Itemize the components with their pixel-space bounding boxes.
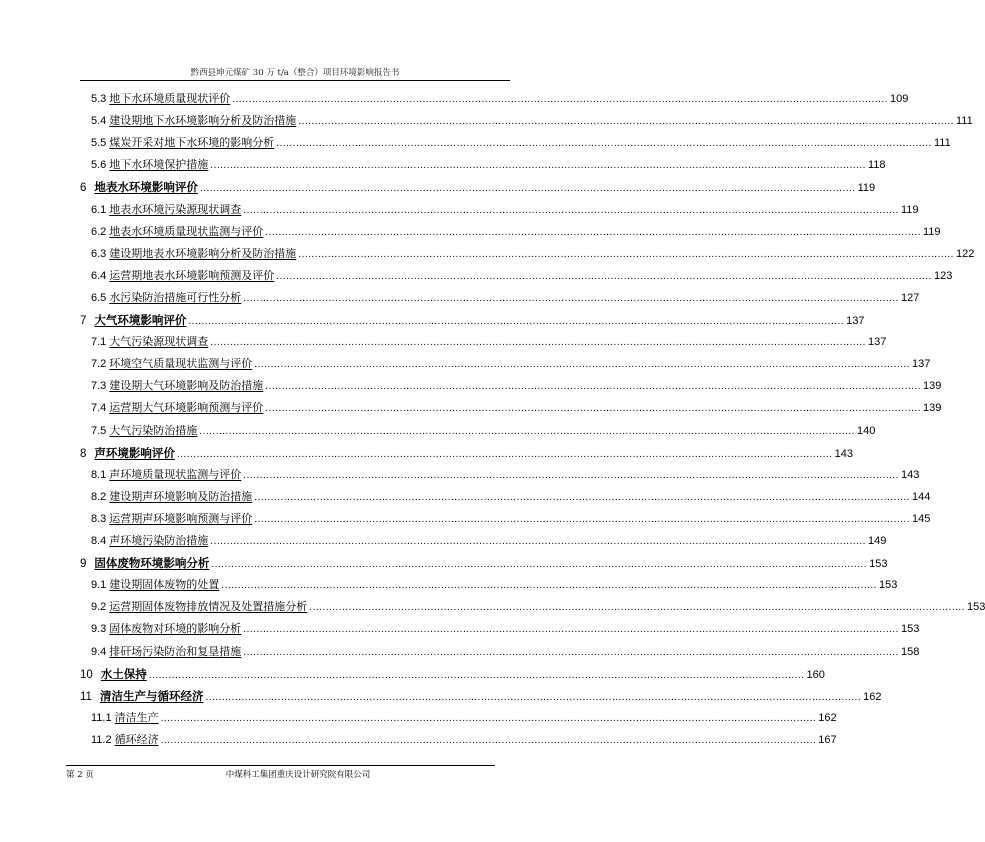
toc-entry[interactable] [80, 178, 876, 196]
toc-entry-page: 119 [900, 203, 919, 216]
toc-entry-number: 5.5 [91, 137, 107, 150]
toc-entry[interactable] [91, 731, 837, 749]
toc-entry-number: 11 [80, 690, 92, 703]
toc-entry-number: 7.2 [91, 358, 107, 371]
toc-entry-number: 5.3 [91, 93, 107, 105]
toc-leader-dots: ........................................................................................................................................................................................................ [276, 138, 932, 150]
footer-page-number: 第 2 页 [66, 770, 94, 780]
toc-entry-number: 8.2 [91, 490, 107, 503]
toc-entry-page: 119 [857, 182, 876, 195]
toc-entry-number: 7.4 [91, 402, 107, 415]
toc-entry-title: 水污染防治措施可行性分析 [109, 290, 242, 304]
toc-entry[interactable] [91, 333, 887, 351]
toc-entry-page: 144 [911, 490, 931, 503]
toc-leader-dots: ........................................................................................................................................................................................................ [276, 270, 932, 282]
toc-entry[interactable] [91, 289, 920, 307]
footer-rule [66, 765, 495, 766]
toc-entry-page: 111 [955, 115, 973, 128]
toc-leader-dots: ........................................................................................................................................................................................................ [210, 160, 866, 172]
toc-entry-page: 162 [818, 711, 837, 724]
toc-leader-dots: ........................................................................................................................................................................................................ [243, 469, 899, 481]
toc-entry-title: 声环境影响评价 [94, 445, 175, 460]
toc-entry-title: 建设期地表水环境影响分析及防治措施 [109, 246, 297, 260]
toc-leader-dots: ........................................................................................................................................................................................................ [254, 513, 910, 525]
toc-entry-title: 循环经济 [114, 732, 159, 746]
toc-entry-title: 运营期声环境影响预测与评价 [109, 511, 253, 525]
toc-entry-page: 160 [806, 668, 825, 681]
toc-entry-title: 声环境质量现状监测与评价 [109, 467, 242, 481]
toc-entry-number: 6.4 [91, 269, 107, 282]
toc-entry[interactable] [91, 399, 942, 417]
toc-entry-number: 10 [80, 668, 93, 681]
toc-entry-page: 153 [869, 558, 888, 571]
toc-entry-title: 大气污染防治措施 [109, 423, 198, 437]
toc-leader-dots: ........................................................................................................................................................................................................ [309, 602, 965, 614]
toc-entry-title: 固体废物环境影响分析 [94, 556, 210, 571]
toc-entry-title: 固体废物对环境的影响分析 [109, 622, 242, 636]
toc-entry-page: 127 [900, 291, 920, 304]
toc-entry-title: 清洁生产与循环经济 [99, 688, 204, 703]
toc-entry-page: 111 [933, 137, 951, 150]
toc-leader-dots: ........................................................................................................................................................................................................ [254, 491, 910, 503]
toc-entry-title: 建设期声环境影响及防治措施 [109, 489, 253, 503]
toc-entry-number: 7.1 [91, 336, 107, 349]
toc-entry-page: 119 [922, 225, 941, 238]
toc-entry-title: 地表水环境质量现状监测与评价 [109, 224, 264, 238]
toc-leader-dots: ........................................................................................................................................................................................................ [232, 94, 888, 105]
toc-entry-number: 5.4 [91, 115, 107, 128]
toc-entry-number: 7.5 [91, 424, 107, 437]
toc-leader-dots: ........................................................................................................................................................................................................ [160, 712, 817, 724]
toc-leader-dots: ........................................................................................................................................................................................................ [211, 559, 868, 571]
toc-entry-page: 140 [856, 424, 876, 437]
toc-entry-title: 大气环境影响评价 [94, 313, 187, 327]
toc-leader-dots: ........................................................................................................................................................................................................ [199, 183, 856, 195]
toc-entry-page: 158 [900, 645, 920, 658]
toc-entry-page: 143 [834, 447, 853, 460]
toc-entry[interactable] [91, 355, 931, 373]
toc-entry-page: 149 [867, 535, 887, 547]
toc-entry-page: 109 [889, 93, 909, 105]
toc-entry-title: 建设期大气环境影响及防治措施 [109, 379, 264, 393]
toc-entry-page: 118 [867, 159, 886, 172]
toc-entry[interactable] [80, 687, 882, 705]
toc-entry-title: 地表水环境影响评价 [94, 180, 198, 195]
toc-entry-title: 排矸场污染防治和复垦措施 [109, 644, 242, 658]
header-rule [80, 80, 510, 81]
toc-entry-page: 137 [846, 315, 865, 327]
toc-entry[interactable] [91, 466, 920, 484]
toc-entry-page: 137 [911, 358, 931, 371]
toc-leader-dots: ........................................................................................................................................................................................................ [188, 316, 845, 327]
toc-entry-title: 地下水环境保护措施 [109, 158, 209, 172]
toc-entry[interactable] [91, 643, 920, 661]
toc-entry[interactable] [91, 90, 909, 108]
toc-leader-dots: ........................................................................................................................................................................................................ [221, 580, 877, 592]
toc-entry-number: 6.5 [91, 291, 107, 304]
toc-entry[interactable] [91, 532, 887, 550]
toc-entry[interactable] [91, 245, 975, 263]
toc-entry[interactable] [91, 709, 837, 727]
toc-entry-number: 7 [80, 315, 87, 327]
toc-leader-dots: ........................................................................................................................................................................................................ [298, 248, 954, 260]
running-header: 黔西县坤元煤矿 30 万 t/a（整合）项目环境影响报告书 [190, 68, 400, 78]
toc-entry-number: 6.3 [91, 247, 107, 260]
toc-leader-dots: ........................................................................................................................................................................................................ [205, 691, 862, 703]
footer-company: 中煤科工集团重庆设计研究院有限公司 [225, 770, 371, 780]
toc-entry-number: 9 [80, 558, 87, 571]
toc-entry-page: 143 [900, 468, 920, 481]
toc-entry-number: 8.1 [91, 468, 107, 481]
toc-leader-dots: ........................................................................................................................................................................................................ [298, 116, 954, 128]
toc-entry[interactable] [91, 112, 973, 130]
toc-entry-title: 运营期大气环境影响预测与评价 [109, 401, 264, 415]
toc-entry-page: 153 [878, 579, 898, 592]
toc-entry[interactable] [91, 223, 941, 241]
toc-entry[interactable] [91, 488, 931, 506]
toc-entry-title: 建设期地下水环境影响分析及防治措施 [109, 114, 297, 128]
toc-entry-number: 8.3 [91, 512, 107, 525]
toc-entry-page: 145 [911, 512, 931, 525]
toc-leader-dots: ........................................................................................................................................................................................................ [210, 536, 866, 547]
toc-entry-title: 运营期地表水环境影响预测及评价 [109, 268, 275, 282]
toc-entry-number: 11.2 [91, 733, 112, 746]
toc-leader-dots: ........................................................................................................................................................................................................ [243, 204, 899, 216]
toc-leader-dots: ........................................................................................................................................................................................................ [160, 734, 817, 746]
toc-entry-title: 水土保持 [100, 666, 147, 681]
toc-entry[interactable] [91, 156, 886, 174]
toc-leader-dots: ........................................................................................................................................................................................................ [265, 226, 921, 238]
toc-entry[interactable] [91, 576, 898, 594]
toc-leader-dots: ........................................................................................................................................................................................................ [265, 381, 921, 393]
toc-entry-page: 139 [922, 402, 942, 415]
toc-entry-number: 6.2 [91, 225, 107, 238]
toc-leader-dots: ........................................................................................................................................................................................................ [210, 337, 866, 349]
toc-entry[interactable] [80, 554, 888, 572]
toc-entry-number: 9.3 [91, 623, 107, 636]
toc-leader-dots: ........................................................................................................................................................................................................ [254, 359, 910, 371]
toc-leader-dots: ........................................................................................................................................................................................................ [243, 624, 899, 636]
toc-entry[interactable] [91, 201, 919, 219]
toc-entry-page: 153 [966, 601, 985, 614]
toc-entry-page: 137 [867, 336, 887, 349]
toc-leader-dots: ........................................................................................................................................................................................................ [243, 292, 899, 304]
toc-entry-title: 清洁生产 [114, 710, 159, 724]
toc-entry-title: 环境空气质量现状监测与评价 [109, 357, 253, 371]
toc-entry-title: 建设期固体废物的处置 [109, 578, 220, 592]
toc-leader-dots: ........................................................................................................................................................................................................ [176, 448, 833, 460]
toc-entry[interactable] [80, 311, 865, 329]
toc-entry-number: 5.6 [91, 159, 107, 172]
toc-entry-title: 地表水环境污染源现状调查 [109, 202, 242, 216]
toc-entry-number: 6.1 [91, 203, 107, 216]
toc-entry-page: 122 [955, 247, 975, 260]
toc-entry[interactable] [91, 377, 942, 395]
toc-entry[interactable] [91, 267, 953, 285]
toc-leader-dots: ........................................................................................................................................................................................................ [199, 425, 855, 437]
toc-entry-number: 8 [80, 447, 87, 460]
toc-entry-page: 162 [863, 690, 882, 703]
toc-entry-title: 地下水环境质量现状评价 [109, 92, 231, 105]
toc-entry-title: 声环境污染防治措施 [109, 534, 209, 547]
toc-entry[interactable] [91, 598, 985, 616]
toc-entry-number: 9.1 [91, 579, 107, 592]
toc-entry-page: 139 [922, 380, 942, 393]
toc-entry-number: 11.1 [91, 711, 112, 724]
toc-entry[interactable] [91, 510, 931, 528]
toc-entry-number: 8.4 [91, 535, 107, 547]
toc-entry-number: 7.3 [91, 380, 107, 393]
toc-entry[interactable] [80, 444, 853, 462]
toc-entry-page: 167 [818, 733, 837, 746]
toc-leader-dots: ........................................................................................................................................................................................................ [265, 403, 921, 415]
toc-entry-page: 153 [900, 623, 920, 636]
toc-entry-title: 运营期固体废物排放情况及处置措施分析 [109, 600, 308, 614]
toc-entry-title: 大气污染源现状调查 [109, 335, 209, 349]
toc-leader-dots: ........................................................................................................................................................................................................ [243, 646, 899, 658]
toc-leader-dots: ........................................................................................................................................................................................................ [148, 669, 805, 681]
toc-entry[interactable] [91, 422, 876, 440]
toc-entry-number: 6 [80, 182, 87, 195]
toc-entry-title: 煤炭开采对地下水环境的影响分析 [109, 136, 275, 150]
toc-entry-page: 123 [933, 269, 953, 282]
toc-entry-number: 9.2 [91, 601, 107, 614]
toc-entry-number: 9.4 [91, 645, 107, 658]
toc-entry[interactable] [80, 665, 825, 683]
toc-entry[interactable] [91, 134, 951, 152]
toc-entry[interactable] [91, 620, 920, 638]
